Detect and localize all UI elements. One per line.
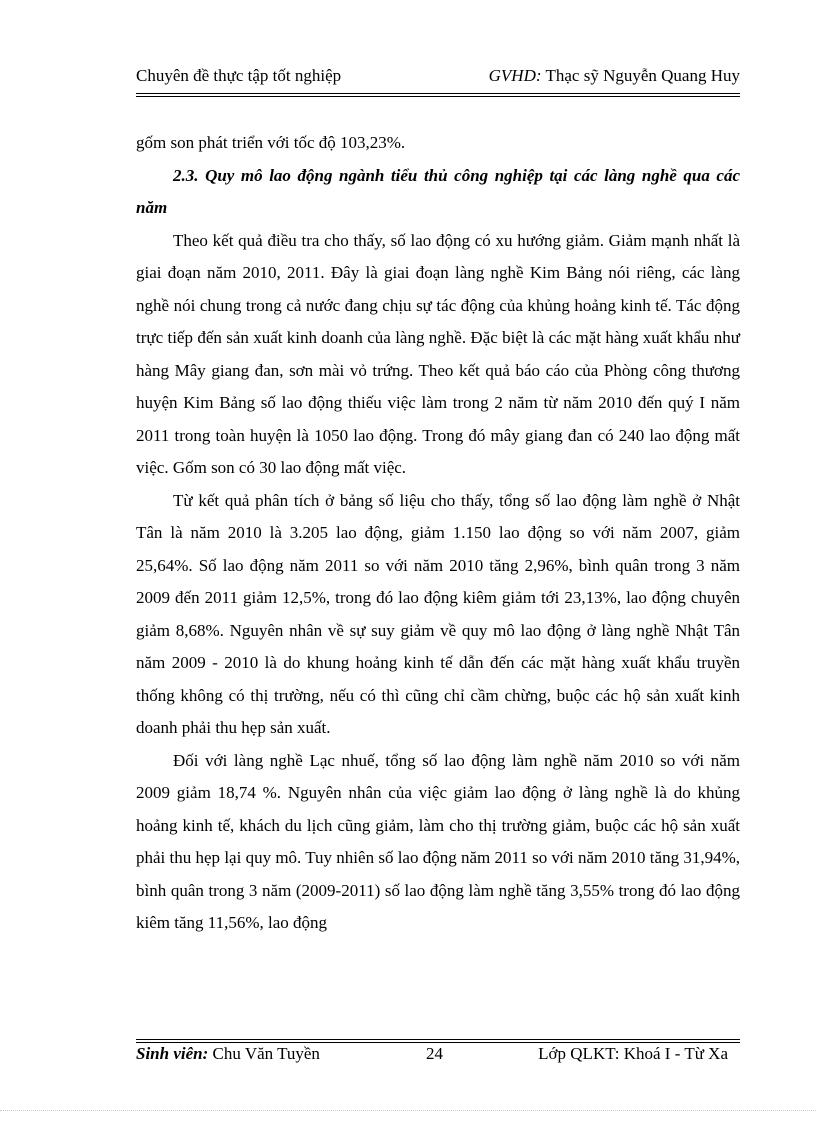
- page-body: [136, 127, 740, 940]
- page-header: [136, 66, 740, 92]
- class-info: Lớp QLKT: Khoá I - Từ Xa: [538, 1044, 728, 1063]
- page-footer: [136, 1044, 740, 1070]
- paragraph-1: Theo kết quả điều tra cho thấy, số lao động có xu hướng giảm. Giảm mạnh nhất là giai đoạn năm 2010, 2011. Đây là giai đoạn làng nghề Kim Bảng nói riêng, các làng nghề nói chung trong cả nước đang chịu sự tác động của khủng hoảng kinh tế. Tác động trực tiếp đến sản xuất kinh doanh của làng nghề. Đặc biệt là các mặt hàng xuất khẩu như hàng Mây giang đan, sơn mài vỏ trứng. Theo kết quả báo cáo của Phòng công thương huyện Kim Bảng số lao động thiếu việc làm trong 2 năm từ năm 2010 đến quý I năm 2011 trong toàn huyện là 1050 lao động. Trong đó mây giang đan có 240 lao động mất việc. Gốm son có 30 lao động mất việc.: [136, 230, 740, 477]
- footer-divider: [136, 1039, 740, 1043]
- supervisor-name: Thạc sỹ Nguyễn Quang Huy: [541, 66, 740, 85]
- page-edge-dotted-line: [0, 1110, 816, 1111]
- student-info: [136, 1044, 320, 1064]
- paragraph-2: Từ kết quả phân tích ở bảng số liệu cho thấy, tổng số lao động làm nghề ở Nhật Tân là năm 2010 là 3.205 lao động, giảm 1.150 lao động so với năm 2007, giảm 25,64%. Số lao động năm 2011 so với năm 2010 tăng 2,96%, bình quân trong 3 năm 2009 đến 2011 giảm 12,5%, trong đó lao động kiêm giảm tới 23,13%, lao động chuyên giảm 8,68%. Nguyên nhân về sự suy giảm về quy mô lao động ở làng nghề Nhật Tân năm 2009 - 2010 là do khung hoảng kinh tế dẫn đến các mặt hàng xuất khẩu truyền thống không có thị trường, nếu có thì cũng chỉ cầm chừng, buộc các hộ sản xuất kinh doanh phải thu hẹp sản xuất.: [136, 490, 740, 737]
- paragraph-continuation: gốm son phát triển với tốc độ 103,23%.: [136, 133, 406, 152]
- supervisor: [489, 66, 740, 86]
- header-divider: [136, 93, 740, 97]
- thesis-title: Chuyên đề thực tập tốt nghiệp: [136, 66, 342, 85]
- section-heading: 2.3. Quy mô lao động ngành tiểu thủ công nghiệp tại các làng nghề qua các năm: [136, 165, 740, 217]
- student-label: Sinh viên:: [136, 1044, 209, 1063]
- supervisor-label: GVHD:: [488, 66, 542, 85]
- paragraph-3: Đối với làng nghề Lạc nhuế, tổng số lao động làm nghề năm 2010 so với năm 2009 giảm 18,74 %. Nguyên nhân của việc giảm lao động ở làng nghề là do khủng hoảng kinh tế, khách du lịch cũng giảm, làm cho thị trường giảm, buộc các hộ sản xuất phải thu hẹp lại quy mô. Tuy nhiên số lao động năm 2011 so với năm 2010 tăng 31,94%, bình quân trong 3 năm (2009-2011) số lao động làm nghề tăng 3,55% trong đó lao động kiêm tăng 11,56%, lao động: [136, 750, 740, 932]
- page-number: 24: [426, 1044, 443, 1063]
- student-name: Chu Văn Tuyền: [208, 1044, 320, 1063]
